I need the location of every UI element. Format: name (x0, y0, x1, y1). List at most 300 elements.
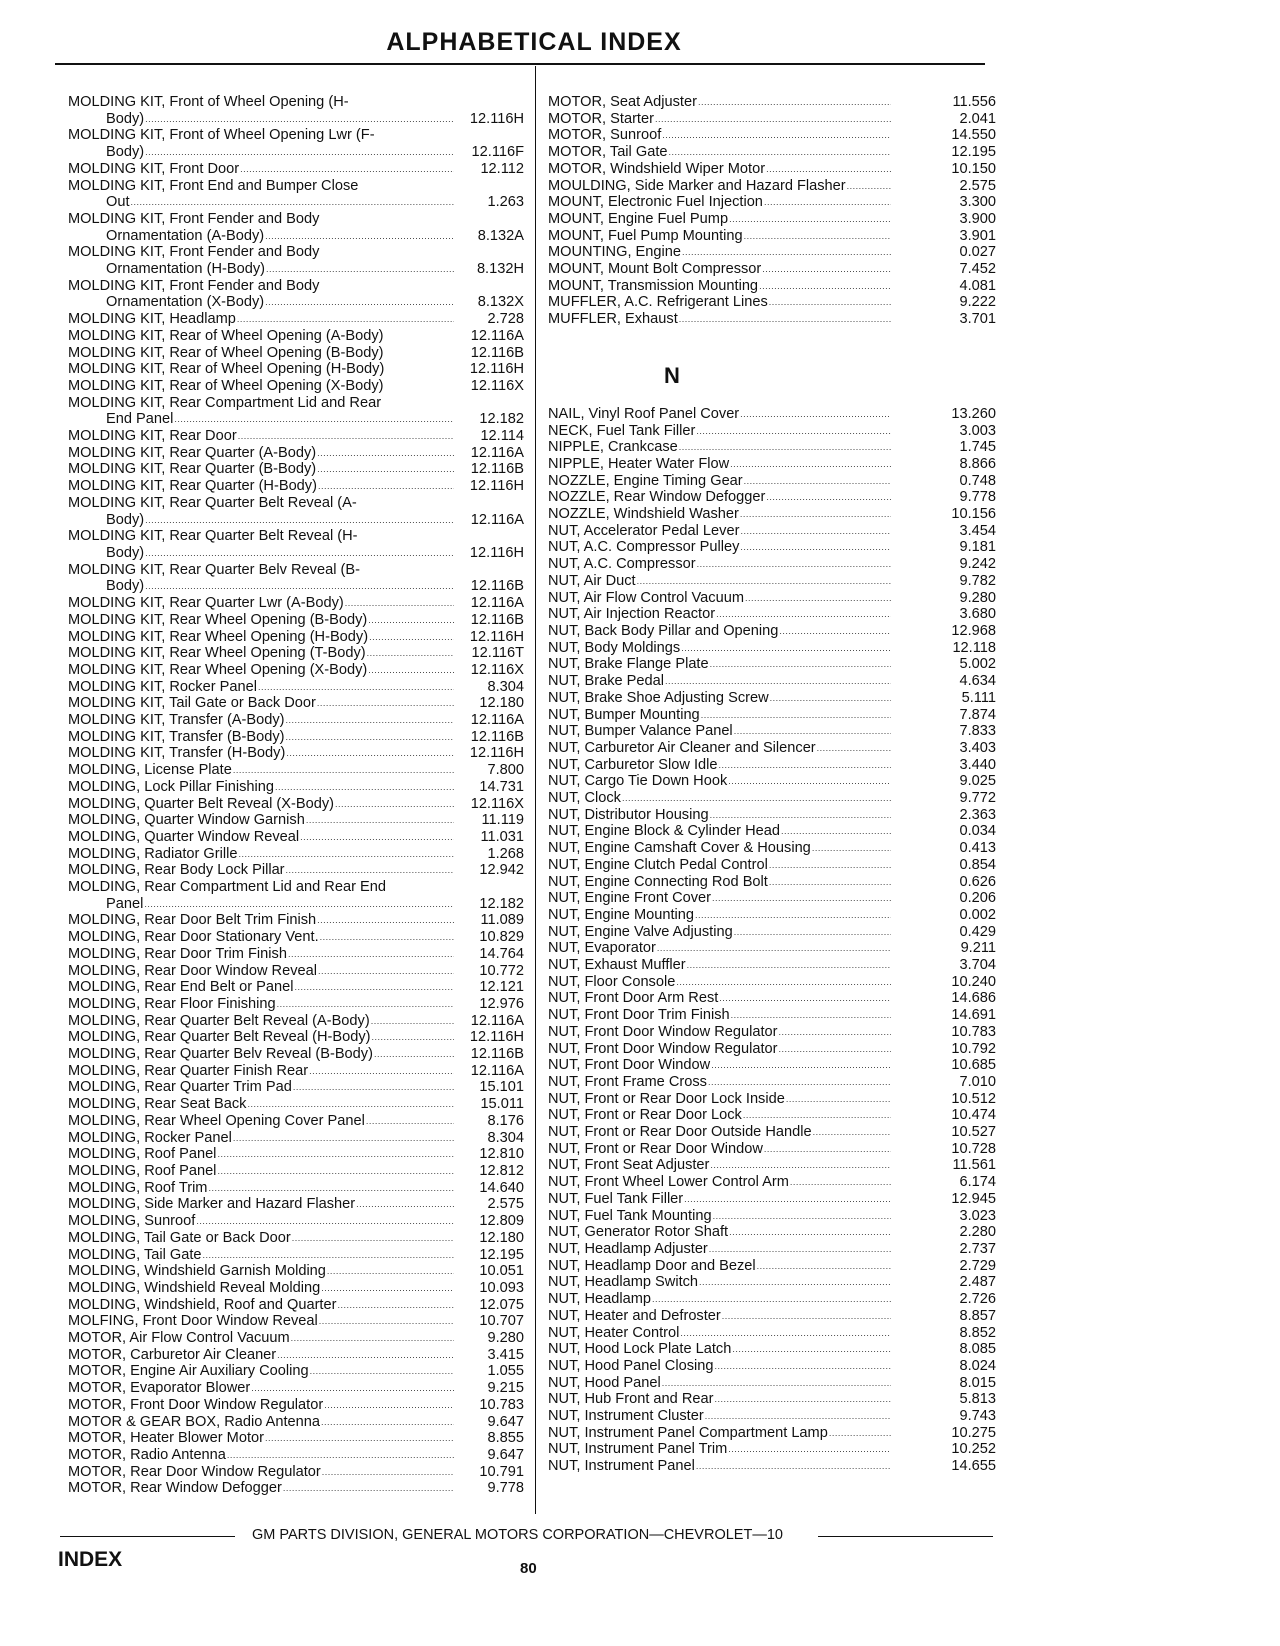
entry-text: NUT, Fuel Tank Filler (548, 1190, 684, 1207)
leader-dots (145, 144, 454, 161)
leader-dots (233, 762, 454, 779)
leader-dots (681, 640, 891, 657)
leader-dots (277, 1347, 454, 1364)
index-entry (548, 1057, 996, 1074)
index-entry (68, 478, 524, 495)
leader-dots (657, 940, 891, 957)
entry-description (548, 1174, 891, 1191)
entry-text: NUT, Carburetor Slow Idle (548, 756, 718, 773)
leader-dots (277, 996, 454, 1013)
leader-dots (367, 645, 454, 662)
entry-reference: 12.116B (470, 728, 524, 745)
entry-text-line2: Out (106, 194, 130, 211)
leader-dots (665, 673, 891, 690)
leader-dots (744, 473, 891, 490)
entry-reference: 5.111 (961, 689, 996, 706)
index-entry (548, 1074, 996, 1091)
entry-reference: 1.263 (487, 194, 524, 211)
entry-reference: 10.772 (479, 962, 524, 979)
entry-reference: 11.556 (952, 94, 996, 110)
entry-reference: 10.275 (951, 1424, 996, 1441)
entry-description (68, 1029, 454, 1046)
index-entry (68, 461, 524, 478)
entry-text: NUT, Front or Rear Door Outside Handle (548, 1124, 812, 1141)
leader-dots (779, 623, 891, 640)
index-entry (548, 924, 996, 941)
entry-description (68, 1247, 454, 1264)
entry-reference: 4.634 (959, 673, 996, 690)
entry-description (548, 294, 891, 311)
index-entry (68, 1046, 524, 1063)
leader-dots (719, 990, 891, 1007)
entry-text: MOUNT, Transmission Mounting (548, 277, 759, 294)
entry-text-line2-row (68, 545, 454, 562)
entry-description (68, 1330, 454, 1347)
leader-dots (372, 1029, 455, 1046)
leader-dots (251, 1380, 454, 1397)
entry-text: NUT, Instrument Panel Compartment Lamp (548, 1424, 828, 1441)
entry-reference: 2.363 (959, 806, 996, 823)
index-entry (548, 294, 996, 311)
entry-text: NUT, Brake Flange Plate (548, 656, 709, 673)
index-column-left (68, 94, 524, 1497)
footer-section-label: INDEX (58, 1548, 123, 1571)
entry-description (68, 846, 454, 863)
entry-description (548, 489, 891, 506)
entry-description (68, 1297, 454, 1314)
footer-publisher: GM PARTS DIVISION, GENERAL MOTORS CORPORATION—CHEVROLET—10 (252, 1527, 783, 1543)
entry-reference: 5.002 (959, 656, 996, 673)
entry-description (548, 1074, 891, 1091)
entry-text-line1: MOLDING KIT, Rear Quarter Belt Reveal (A- (68, 494, 357, 511)
leader-dots (757, 1258, 891, 1275)
leader-dots (743, 1107, 891, 1124)
index-entry (548, 707, 996, 724)
leader-dots (371, 1013, 454, 1030)
index-group-m (548, 94, 996, 328)
entry-reference: 8.024 (959, 1357, 996, 1374)
entry-text: MOTOR, Engine Air Auxiliary Cooling (68, 1363, 309, 1380)
entry-description (68, 1079, 454, 1096)
leader-dots (622, 790, 891, 807)
entry-text: NIPPLE, Heater Water Flow (548, 455, 730, 472)
index-entry (548, 757, 996, 774)
entry-reference: 2.726 (959, 1291, 996, 1308)
entry-text: MOUNT, Mount Bolt Compressor (548, 261, 762, 278)
index-entry (68, 1113, 524, 1130)
leader-dots (829, 1425, 891, 1442)
index-entry (68, 178, 524, 211)
index-entry (548, 489, 996, 506)
entry-description (68, 361, 454, 378)
leader-dots (266, 261, 454, 278)
entry-reference: 12.118 (952, 639, 996, 656)
entry-reference: 14.691 (951, 1007, 996, 1024)
entry-description (68, 478, 454, 495)
entry-description (548, 974, 891, 991)
entry-text: MOLDING KIT, Rear Wheel Opening (T-Body) (68, 645, 366, 662)
leader-dots (208, 1180, 454, 1197)
index-entry (548, 573, 996, 590)
index-entry (68, 879, 524, 912)
leader-dots (291, 1330, 454, 1347)
entry-reference: 12.180 (479, 695, 524, 712)
entry-text: MOLDING, Rear Quarter Belt Reveal (A-Body) (68, 1012, 370, 1029)
leader-dots (286, 712, 454, 729)
index-entry (548, 506, 996, 523)
entry-description (68, 829, 454, 846)
index-entry (548, 194, 996, 211)
index-entry (548, 773, 996, 790)
leader-dots (337, 1297, 454, 1314)
entry-description (68, 1046, 454, 1063)
index-entry (548, 1241, 996, 1258)
entry-reference: 12.116H (469, 361, 524, 378)
leader-dots (321, 1414, 454, 1431)
entry-description (548, 278, 891, 295)
leader-dots (317, 695, 454, 712)
index-entry (68, 1347, 524, 1364)
entry-text: MUFFLER, A.C. Refrigerant Lines (548, 294, 768, 311)
entry-text: NUT, Heater Control (548, 1324, 680, 1341)
entry-text: NUT, Floor Console (548, 973, 676, 990)
entry-reference: 8.132A (477, 227, 524, 244)
leader-dots (144, 896, 454, 913)
leader-dots (265, 228, 454, 245)
entry-text: MOLDING, Tail Gate or Back Door (68, 1229, 291, 1246)
entry-text-line2: Ornamentation (H-Body) (106, 261, 265, 278)
entry-reference: 3.454 (959, 522, 996, 539)
index-entry (68, 979, 524, 996)
index-entry (68, 211, 524, 244)
entry-description (68, 612, 454, 629)
entry-description (548, 1224, 891, 1241)
leader-dots (729, 211, 891, 228)
entry-reference: 10.728 (951, 1140, 996, 1157)
entry-reference: 12.116T (471, 645, 524, 662)
index-column-right (548, 94, 996, 1475)
entry-text: NUT, Back Body Pillar and Opening (548, 622, 779, 639)
entry-text: MOLDING, Rear Quarter Belt Reveal (H-Body) (68, 1029, 371, 1046)
index-entry (68, 328, 524, 345)
entry-reference: 9.782 (959, 572, 996, 589)
entry-reference: 12.116X (470, 661, 524, 678)
index-entry (68, 1464, 524, 1481)
entry-description (68, 311, 454, 328)
entry-reference: 10.474 (951, 1107, 996, 1124)
entry-text: NUT, Instrument Panel Trim (548, 1441, 728, 1458)
index-entry (548, 1391, 996, 1408)
leader-dots (762, 261, 891, 278)
entry-description (68, 1113, 454, 1130)
index-entry (548, 523, 996, 540)
entry-description (548, 144, 891, 161)
entry-description (548, 1391, 891, 1408)
entry-text-line2-row (68, 261, 454, 278)
entry-text: NUT, Front or Rear Door Lock Inside (548, 1090, 785, 1107)
entry-reference: 0.027 (959, 244, 996, 261)
entry-description (548, 924, 891, 941)
leader-dots (714, 1358, 891, 1375)
entry-reference: 10.150 (951, 160, 996, 177)
entry-description (68, 428, 454, 445)
entry-reference: 12.116A (470, 595, 524, 612)
leader-dots (286, 729, 454, 746)
leader-dots (710, 1157, 891, 1174)
entry-text-line2: Body) (106, 110, 145, 127)
index-entry (548, 890, 996, 907)
leader-dots (217, 1163, 454, 1180)
entry-description (548, 228, 891, 245)
index-entry (548, 228, 996, 245)
leader-dots (662, 127, 891, 144)
entry-text-line2-row (68, 512, 454, 529)
entry-reference: 12.976 (479, 995, 524, 1012)
entry-reference: 10.051 (479, 1263, 524, 1280)
index-entry (68, 645, 524, 662)
entry-reference: 10.252 (951, 1441, 996, 1458)
entry-reference: 9.280 (487, 1330, 524, 1347)
entry-text-line2-row (68, 194, 454, 211)
entry-description (68, 345, 454, 362)
leader-dots (233, 1130, 454, 1147)
entry-description (548, 807, 891, 824)
index-entry (68, 695, 524, 712)
leader-dots (317, 445, 454, 462)
leader-dots (740, 539, 891, 556)
index-entry (548, 539, 996, 556)
entry-reference: 12.075 (479, 1296, 524, 1313)
entry-text: MOLDING, Rear Quarter Finish Rear (68, 1062, 309, 1079)
entry-description (548, 590, 891, 607)
index-group-n (548, 406, 996, 1475)
entry-reference: 0.002 (959, 906, 996, 923)
entry-text: MOLDING, Roof Panel (68, 1146, 217, 1163)
index-entry (548, 823, 996, 840)
entry-reference: 14.655 (951, 1458, 996, 1475)
index-entry (68, 94, 524, 127)
leader-dots (196, 1213, 454, 1230)
entry-description (68, 812, 454, 829)
index-entry (548, 840, 996, 857)
entry-description (548, 1191, 891, 1208)
entry-text: NUT, Hood Panel Closing (548, 1357, 714, 1374)
leader-dots (265, 1430, 454, 1447)
leader-dots (309, 1063, 454, 1080)
entry-description (68, 1196, 454, 1213)
leader-dots (817, 740, 891, 757)
entry-description (548, 1007, 891, 1024)
entry-text: MOLDING, Rear Quarter Belv Reveal (B-Body) (68, 1046, 373, 1063)
index-entry (548, 740, 996, 757)
leader-dots (145, 545, 454, 562)
entry-description (68, 178, 454, 211)
entry-reference: 7.833 (959, 723, 996, 740)
entry-text: MOULDING, Side Marker and Hazard Flasher (548, 177, 846, 194)
leader-dots (764, 194, 891, 211)
index-entry (548, 790, 996, 807)
leader-dots (292, 1230, 454, 1247)
leader-dots (744, 228, 891, 245)
entry-text: NUT, A.C. Compressor Pulley (548, 539, 740, 556)
index-entry (548, 1341, 996, 1358)
entry-text: NUT, Front Frame Cross (548, 1073, 707, 1090)
entry-text: MOTOR, Rear Door Window Regulator (68, 1463, 321, 1480)
index-entry (548, 111, 996, 128)
entry-text: MOLDING, Lock Pillar Finishing (68, 778, 274, 795)
leader-dots (655, 111, 891, 128)
entry-reference: 12.195 (479, 1246, 524, 1263)
entry-text: NUT, Distributor Housing (548, 806, 709, 823)
entry-reference: 9.647 (487, 1446, 524, 1463)
entry-description (68, 929, 454, 946)
entry-description (548, 311, 891, 328)
leader-dots (288, 946, 454, 963)
entry-reference: 6.174 (959, 1174, 996, 1191)
entry-text-line2: Ornamentation (X-Body) (106, 294, 265, 311)
entry-reference: 12.942 (479, 862, 524, 879)
entry-text: MOTOR, Air Flow Control Vacuum (68, 1330, 290, 1347)
leader-dots (275, 779, 454, 796)
leader-dots (669, 144, 892, 161)
index-entry (68, 1414, 524, 1431)
entry-description (68, 1414, 454, 1431)
entry-description (548, 1458, 891, 1475)
entry-reference: 10.792 (951, 1040, 996, 1057)
leader-dots (722, 1308, 891, 1325)
leader-dots (729, 1224, 891, 1241)
entry-description (68, 328, 454, 345)
leader-dots (764, 1141, 891, 1158)
entry-reference: 9.778 (487, 1480, 524, 1497)
entry-text: MOLDING, Quarter Belt Reveal (X-Body) (68, 795, 335, 812)
entry-description (548, 890, 891, 907)
entry-description (68, 94, 454, 127)
index-entry (68, 745, 524, 762)
entry-reference: 8.176 (487, 1112, 524, 1129)
leader-dots (368, 612, 454, 629)
index-entry (548, 1458, 996, 1475)
entry-reference: 10.527 (951, 1124, 996, 1141)
entry-description (548, 1057, 891, 1074)
leader-dots (781, 823, 891, 840)
entry-reference: 8.857 (959, 1307, 996, 1324)
entry-reference: 12.116A (470, 444, 524, 461)
entry-text: MOLFING, Front Door Window Reveal (68, 1313, 318, 1330)
entry-reference: 0.626 (959, 873, 996, 890)
index-entry (548, 439, 996, 456)
entry-text: MOLDING, Quarter Window Reveal (68, 828, 300, 845)
index-entry (548, 1091, 996, 1108)
entry-reference: 12.116F (471, 144, 524, 161)
index-entry (548, 673, 996, 690)
entry-reference: 11.561 (952, 1157, 996, 1174)
index-entry (68, 378, 524, 395)
index-entry (68, 1079, 524, 1096)
entry-reference: 1.055 (487, 1363, 524, 1380)
leader-dots (740, 406, 891, 423)
entry-reference: 8.132X (477, 294, 524, 311)
entry-text: MOLDING, Roof Trim (68, 1179, 208, 1196)
entry-description (68, 762, 454, 779)
entry-text: MOLDING, Rear Body Lock Pillar (68, 862, 285, 879)
entry-reference: 12.116H (469, 1029, 524, 1046)
index-entry (548, 1124, 996, 1141)
entry-reference: 0.206 (959, 890, 996, 907)
entry-reference: 12.968 (951, 622, 996, 639)
index-entry (548, 1441, 996, 1458)
entry-text: MOLDING, Rear Quarter Trim Pad (68, 1079, 292, 1096)
index-entry (548, 1291, 996, 1308)
entry-description (68, 1146, 454, 1163)
entry-description (68, 695, 454, 712)
entry-text: NUT, Hood Lock Plate Latch (548, 1341, 732, 1358)
index-entry (548, 590, 996, 607)
entry-reference: 9.242 (959, 556, 996, 573)
entry-description (68, 161, 454, 178)
entry-text: NUT, Bumper Mounting (548, 706, 700, 723)
entry-text-line1: MOLDING, Rear Compartment Lid and Rear End (68, 879, 386, 896)
entry-text-line2-row (68, 411, 454, 428)
index-entry (68, 495, 524, 528)
index-entry (548, 1358, 996, 1375)
entry-reference: 2.575 (959, 177, 996, 194)
entry-text-line2: Body) (106, 511, 145, 528)
entry-text: MOLDING, Sunroof (68, 1213, 196, 1230)
index-entry (68, 278, 524, 311)
leader-dots (701, 707, 891, 724)
entry-text: NUT, Brake Pedal (548, 673, 664, 690)
entry-text: NUT, Instrument Panel (548, 1458, 695, 1475)
index-entry (548, 144, 996, 161)
leader-dots (637, 573, 891, 590)
leader-dots (679, 439, 891, 456)
entry-description (548, 640, 891, 657)
leader-dots (322, 1464, 454, 1481)
leader-dots (203, 1247, 454, 1264)
index-entry (68, 1447, 524, 1464)
entry-text: NOZZLE, Windshield Washer (548, 506, 739, 523)
entry-text: MOUNTING, Engine (548, 244, 681, 261)
entry-description (548, 623, 891, 640)
entry-text: NUT, Bumper Valance Panel (548, 723, 733, 740)
index-entry (548, 1024, 996, 1041)
entry-reference: 12.945 (951, 1190, 996, 1207)
leader-dots (286, 745, 454, 762)
index-entry (548, 1157, 996, 1174)
entry-text-line2: Body) (106, 144, 145, 161)
entry-description (548, 656, 891, 673)
entry-description (68, 1063, 454, 1080)
entry-description (548, 857, 891, 874)
section-letter-heading: N (664, 362, 680, 388)
entry-text: MOLDING KIT, Rear Wheel Opening (H-Body) (68, 628, 369, 645)
leader-dots (699, 1274, 891, 1291)
entry-reference: 8.132H (476, 261, 524, 278)
entry-description (68, 662, 454, 679)
entry-description (68, 629, 454, 646)
entry-text: MOLDING KIT, Rear Quarter (A-Body) (68, 444, 317, 461)
entry-text: NUT, Engine Valve Adjusting (548, 923, 733, 940)
entry-description (548, 940, 891, 957)
index-entry (68, 311, 524, 328)
leader-dots (712, 890, 891, 907)
entry-reference: 10.829 (479, 929, 524, 946)
entry-reference: 7.800 (487, 762, 524, 779)
entry-reference: 12.195 (951, 144, 996, 161)
entry-description (548, 261, 891, 278)
entry-reference: 2.575 (487, 1196, 524, 1213)
